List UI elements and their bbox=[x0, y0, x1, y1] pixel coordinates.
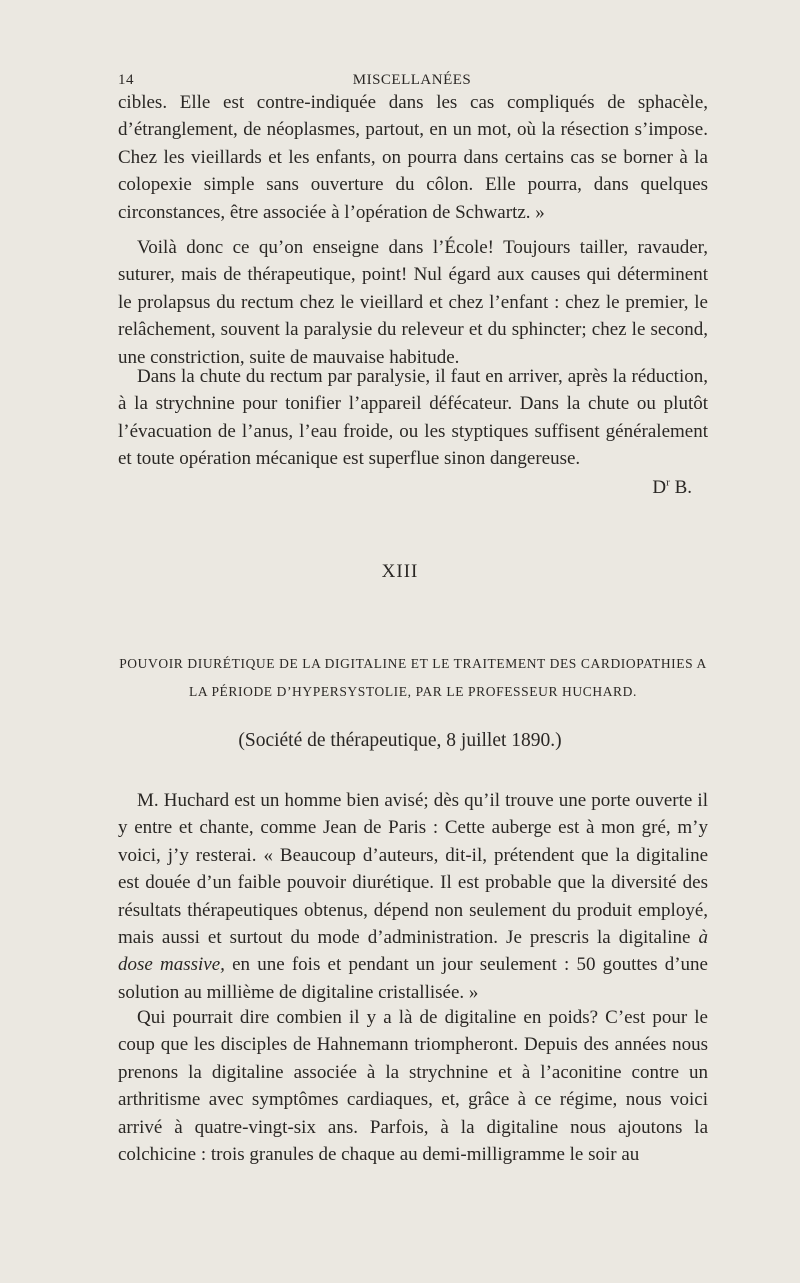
paragraph-5: Qui pourrait dire combien il y a là de digitaline en poids? C’est pour le coup que les disciples de Hahnemann triompheront. Depuis des années nous prenons la digitaline associée à la strychnine et à l’aconitine contre un arthritisme avec symptômes cardiaques, et, grâce à ce régime, nous voici arrivé à quatre-vingt-six ans. Parfois, à la digitaline nous ajoutons la colchicine : trois granules de chaque au demi-milligramme le soir au bbox=[118, 1007, 708, 1166]
paragraph-4 bbox=[118, 787, 708, 1006]
signature-superscript: r bbox=[666, 476, 670, 489]
section-number: XIII bbox=[381, 561, 419, 582]
paragraph-2: Voilà donc ce qu’on enseigne dans l’École! Toujours tailler, ravauder, suturer, mais de thérapeutique, point! Nul égard aux causes qui déterminent le prolapsus du rectum chez le vieillard et chez l’enfant : chez le premier, le relâchement, souvent la paralysie du releveur et du sphincter; chez le second, une constriction, suite de mauvaise habitude. bbox=[118, 237, 708, 368]
paragraph-1: cibles. Elle est contre-indiquée dans les cas compliqués de sphacèle, d’étranglement, de néoplasmes, partout, en un mot, où la résection s’impose. Chez les vieillards et les enfants, on pourra dans certains cas se borner à la colopexie simple sans ouverture du côlon. Elle pourra, dans quelques circonstances, être associée à l’opération de Schwartz. » bbox=[118, 92, 708, 223]
signature bbox=[652, 474, 692, 501]
paragraph-4-italic: à dose massive, bbox=[118, 927, 708, 976]
signature-name: B. bbox=[674, 477, 692, 498]
section-source: (Société de thérapeutique, 8 juillet 1890.) bbox=[238, 730, 562, 751]
paragraph-3: Dans la chute du rectum par paralysie, il faut en arriver, après la réduction, à la strychnine pour tonifier l’appareil défécateur. Dans la chute ou plutôt l’évacuation de l’anus, l’eau froide, ou les styptiques suffisent généralement et toute opération mécanique est superflue sinon dangereuse. bbox=[118, 366, 708, 470]
paragraph-4-text-end: en une fois et pendant un jour seulement : 50 gouttes d’une solution au millième de digitaline cristallisée. » bbox=[118, 954, 708, 1003]
paragraph-4-text: M. Huchard est un homme bien avisé; dès qu’il trouve une porte ouverte il y entre et chante, comme Jean de Paris : Cette auberge est à mon gré, m’y voici, j’y resterai. « Beaucoup d’auteurs, dit-il, prétendent que la digitaline est douée d’un faible pouvoir diurétique. Il est probable que la diversité des résultats thérapeutiques obtenus, dépend non seulement du produit employé, mais aussi et surtout du mode d’administration. Je prescris la digitaline bbox=[118, 790, 708, 949]
signature-prefix: D bbox=[652, 477, 667, 498]
section-title: POUVOIR DIURÉTIQUE DE LA DIGITALINE ET LE TRAITEMENT DES CARDIOPATHIES A LA PÉRIODE D’HYPERSYSTOLIE, PAR LE PROFESSEUR HUCHARD. bbox=[119, 656, 707, 699]
page-number: 14 bbox=[118, 72, 134, 88]
running-title: MISCELLANÉES bbox=[352, 72, 472, 88]
